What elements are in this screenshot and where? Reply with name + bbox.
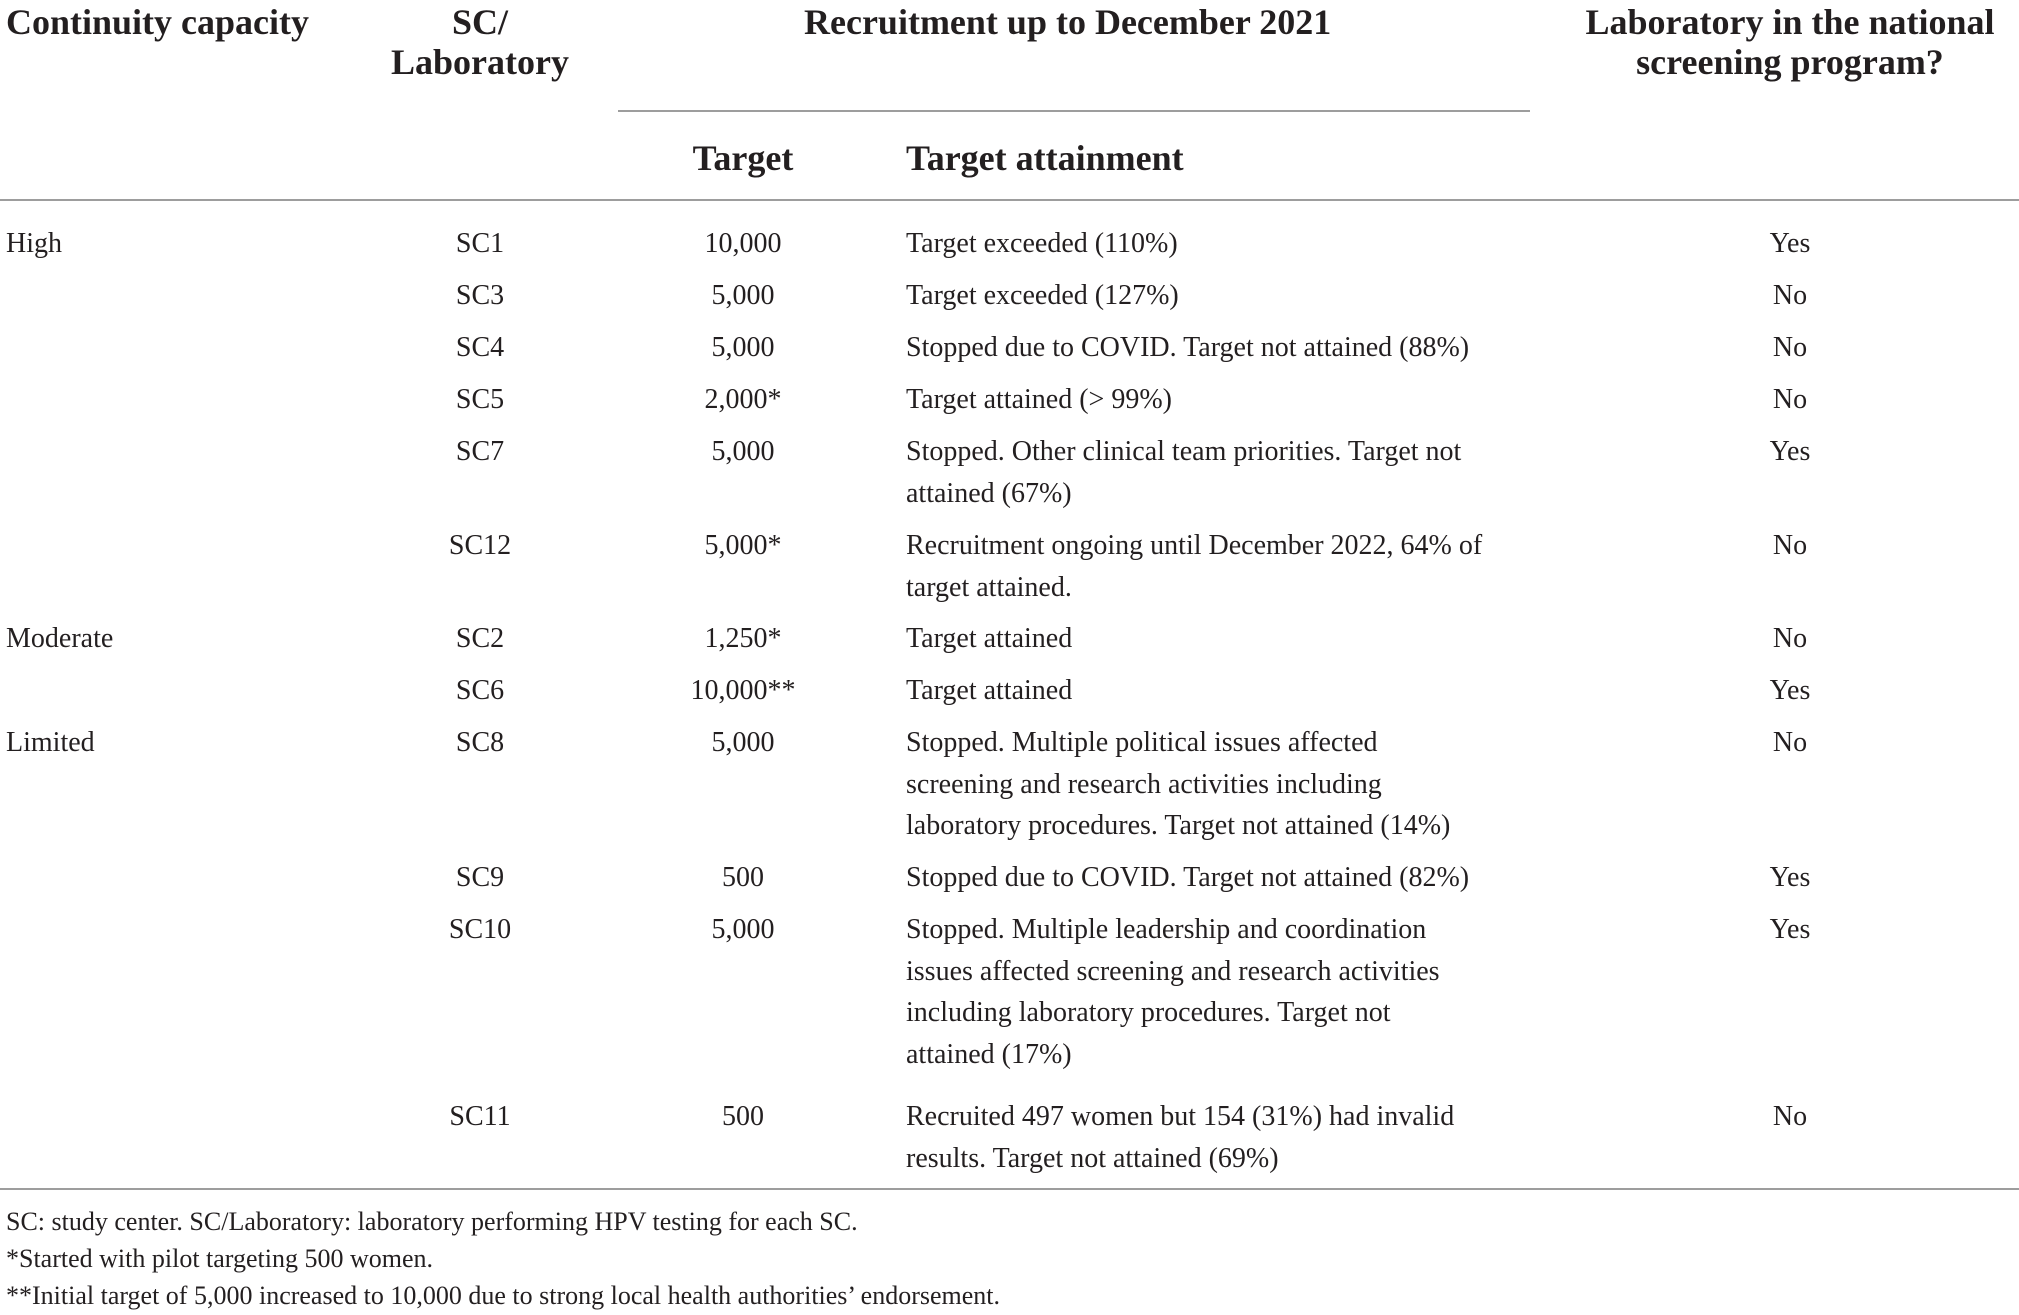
laboratory-program-cell: No: [1772, 530, 1808, 561]
target-cell: 5,000: [711, 280, 775, 311]
header-subgroup-rule: [618, 110, 1530, 112]
footnote-abbreviations: SC: study center. SC/Laboratory: laboratory performing HPV testing for each SC.: [6, 1207, 858, 1236]
target-cell: 5,000: [711, 914, 775, 945]
sc-cell: SC5: [455, 384, 505, 415]
continuity-capacity-cell: Limited: [6, 727, 95, 758]
target-cell: 10,000: [704, 228, 782, 259]
target-attainment-line: screening and research activities including: [906, 768, 1382, 800]
footnote-double-asterisk: **Initial target of 5,000 increased to 10,000 due to strong local health authorities’ endorsement.: [6, 1281, 1000, 1310]
target-cell: 1,250*: [704, 623, 782, 654]
sc-cell: SC12: [448, 530, 512, 561]
laboratory-program-cell: No: [1772, 1101, 1808, 1132]
target-attainment-line: attained (17%): [906, 1038, 1072, 1070]
sc-cell: SC3: [455, 280, 505, 311]
laboratory-program-cell: No: [1772, 384, 1808, 415]
target-cell: 5,000: [711, 727, 775, 758]
table-bottom-rule: [0, 1188, 2019, 1190]
laboratory-program-cell: No: [1772, 727, 1808, 758]
laboratory-program-cell: Yes: [1769, 862, 1811, 893]
sc-cell: SC9: [455, 862, 505, 893]
sc-cell: SC10: [448, 914, 512, 945]
target-attainment-line: Target attained (> 99%): [906, 384, 1172, 415]
header-laboratory-line1: Laboratory in the national: [1585, 2, 1995, 42]
target-attainment-line: Target exceeded (110%): [906, 228, 1178, 259]
target-attainment-line: attained (67%): [906, 477, 1072, 509]
target-cell: 5,000: [711, 436, 775, 467]
sc-cell: SC4: [455, 332, 505, 363]
sc-cell: SC8: [455, 727, 505, 758]
header-sc-laboratory-line2: Laboratory: [391, 42, 569, 82]
target-attainment-line: target attained.: [906, 571, 1072, 603]
laboratory-program-cell: No: [1772, 623, 1808, 654]
header-sc-laboratory: [380, 2, 580, 82]
sc-cell: SC1: [455, 228, 505, 259]
laboratory-program-cell: Yes: [1769, 228, 1811, 259]
laboratory-program-cell: No: [1772, 332, 1808, 363]
target-attainment-line: Stopped due to COVID. Target not attained (88%): [906, 332, 1470, 363]
sc-cell: SC6: [455, 675, 505, 706]
target-cell: 2,000*: [704, 384, 782, 415]
footnote-single-asterisk: *Started with pilot targeting 500 women.: [6, 1244, 434, 1273]
target-attainment-line: Stopped. Other clinical team priorities. Target not: [906, 436, 1462, 467]
header-target-attainment: Target attainment: [906, 138, 1184, 178]
target-attainment-line: Recruitment ongoing until December 2022, 64% of: [906, 530, 1483, 561]
target-attainment-line: results. Target not attained (69%): [906, 1142, 1279, 1174]
target-cell: 500: [722, 862, 764, 893]
target-attainment-line: Stopped. Multiple leadership and coordination: [906, 914, 1427, 945]
target-attainment-line: Target exceeded (127%): [906, 280, 1179, 311]
target-cell: 10,000**: [690, 675, 796, 706]
laboratory-program-cell: Yes: [1769, 914, 1811, 945]
sc-cell: SC2: [455, 623, 505, 654]
target-cell: 500: [722, 1101, 764, 1132]
target-attainment-line: including laboratory procedures. Target not: [906, 997, 1391, 1028]
target-attainment-line: Stopped due to COVID. Target not attained (82%): [906, 862, 1470, 893]
header-continuity-capacity: Continuity capacity: [6, 2, 310, 42]
laboratory-program-cell: No: [1772, 280, 1808, 311]
header-laboratory-line2: screening program?: [1636, 42, 1944, 82]
target-attainment-line: laboratory procedures. Target not attained (14%): [906, 810, 1451, 841]
laboratory-program-cell: Yes: [1769, 436, 1811, 467]
header-laboratory-national: [1560, 2, 2019, 82]
sc-cell: SC7: [455, 436, 505, 467]
target-attainment-line: Target attained: [906, 675, 1073, 706]
header-target: Target: [692, 138, 794, 178]
header-bottom-rule: [0, 199, 2019, 201]
target-cell: 5,000: [711, 332, 775, 363]
laboratory-program-cell: Yes: [1769, 675, 1811, 706]
target-attainment-line: Target attained: [906, 623, 1073, 654]
sc-cell: SC11: [449, 1101, 511, 1132]
header-recruitment: Recruitment up to December 2021: [804, 2, 1332, 42]
target-cell: 5,000*: [704, 530, 782, 561]
header-sc-laboratory-line1: SC/: [451, 2, 509, 42]
target-attainment-line: Recruited 497 women but 154 (31%) had invalid: [906, 1101, 1455, 1132]
target-attainment-line: Stopped. Multiple political issues affected: [906, 727, 1378, 758]
continuity-capacity-cell: Moderate: [6, 623, 114, 654]
target-attainment-line: issues affected screening and research activities: [906, 955, 1440, 987]
continuity-capacity-cell: High: [6, 228, 62, 259]
